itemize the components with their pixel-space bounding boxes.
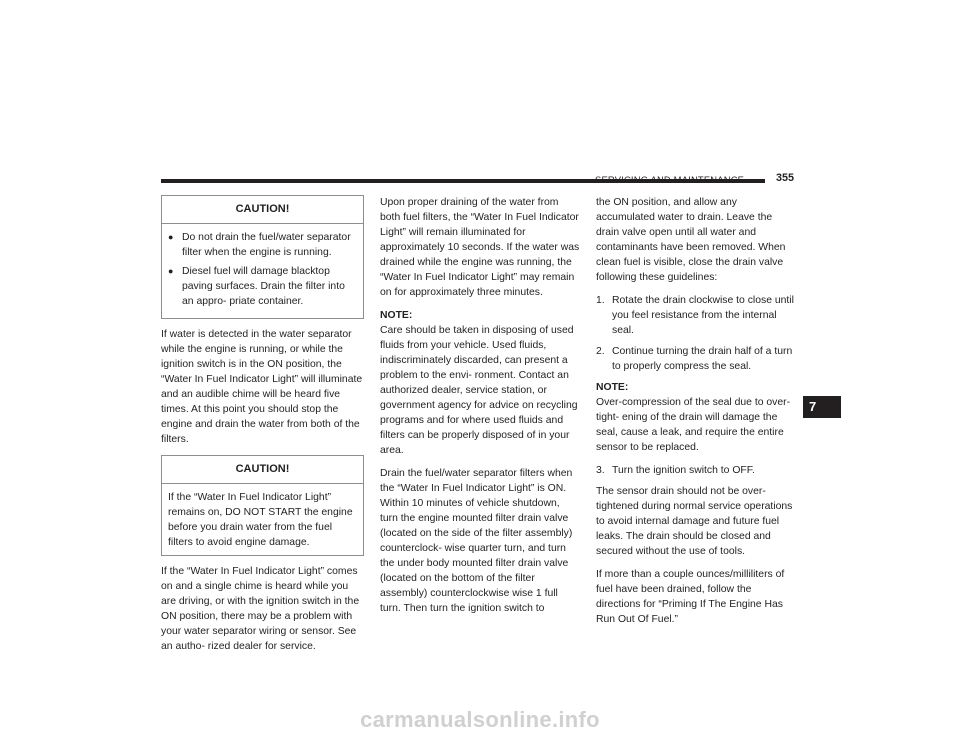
paragraph: the ON position, and allow any accumulated water to drain. Leave the drain valve open until all water and contaminants have been removed. When clean fuel is visible, close the drain valve following these guidelines: — [596, 197, 786, 283]
note — [596, 380, 798, 455]
note-label: NOTE: — [380, 310, 413, 321]
step-text: Turn the ignition switch to OFF. — [612, 465, 755, 476]
step-number: 3. — [596, 465, 605, 476]
caution-bullet-text: Diesel fuel will damage blacktop paving surfaces. Drain the filter into an appro- priate container. — [182, 266, 345, 307]
paragraph: If the “Water In Fuel Indicator Light” comes on and a single chime is heard while you are driving, or with the ignition switch in the ON position, there may be a problem with your water separator wiring or sensor. See an autho- rized dealer for service. — [161, 566, 360, 652]
paragraph: The sensor drain should not be over-tightened during normal service operations to avoid internal damage and future fuel leaks. The drain should be closed and secured without the use of tools. — [596, 486, 793, 557]
bullet-icon: ● — [168, 266, 174, 276]
step-number: 1. — [596, 295, 605, 306]
step-item — [596, 344, 798, 374]
bullet-icon: ● — [168, 232, 174, 242]
caution-box-1 — [161, 195, 364, 319]
watermark: carmanualsonline.info — [360, 707, 600, 732]
caution-bullet — [168, 264, 357, 309]
caution-bullet-text: Do not drain the fuel/water separator filter when the engine is running. — [182, 232, 351, 258]
section-title: SERVICING AND MAINTENANCE — [595, 174, 745, 185]
note-label: NOTE: — [596, 382, 629, 393]
step-number: 2. — [596, 346, 605, 357]
note — [380, 308, 580, 458]
page-number: 355 — [776, 172, 795, 184]
chapter-tab: 7 — [803, 396, 841, 418]
step-item — [596, 293, 798, 338]
note-text: Over-compression of the seal due to over-tight- ening of the drain will damage the seal, cause a leak, and require the entire sensor to be replaced. — [596, 397, 791, 453]
caution-title: CAUTION! — [162, 456, 363, 484]
paragraph: Upon proper draining of the water from both fuel filters, the “Water In Fuel Indicator Light” will remain illuminated for approximately 10 seconds. If the water was drained while the engine was running, the “Water In Fuel Indicator Light” may remain on for approximately three minutes. — [380, 197, 580, 298]
caution-body: If the “Water In Fuel Indicator Light” remains on, DO NOT START the engine before you drain water from the fuel filters to avoid engine damage. — [168, 492, 353, 548]
step-item — [596, 463, 798, 478]
column-1 — [161, 195, 364, 662]
step-text: Rotate the drain clockwise to close until you feel resistance from the internal seal. — [612, 295, 794, 336]
caution-title: CAUTION! — [162, 196, 363, 224]
caution-bullet — [168, 230, 357, 260]
column-3 — [596, 195, 798, 635]
step-text: Continue turning the drain half of a turn to properly compress the seal. — [612, 346, 793, 372]
paragraph: If more than a couple ounces/milliliters of fuel have been drained, follow the directions for “Priming If The Engine Has Run Out Of Fuel.” — [596, 569, 785, 625]
caution-box-2 — [161, 455, 364, 556]
note-text: Care should be taken in disposing of used fluids from your vehicle. Used fluids, indiscriminately discarded, can present a problem to the envi- ronment. Contact an authorized dealer, service station, or government agency for advice on recycling programs and for where used fluids and filters can be properly disposed of in your area. — [380, 325, 578, 456]
paragraph: If water is detected in the water separator while the engine is running, or while the ignition switch is in the ON position, the “Water In Fuel Indicator Light” will illuminate and an audible chime will be heard five times. At this point you should stop the engine and drain the water from both of the filters. — [161, 329, 363, 445]
column-2 — [380, 195, 580, 624]
paragraph: Drain the fuel/water separator filters when the “Water In Fuel Indicator Light” is ON. Within 10 minutes of vehicle shutdown, turn the engine mounted filter drain valve (located on the side of the filter assembly) counterclock- wise quarter turn, and turn the under body mounted filter drain valve (located on the bottom of the filter assembly) counterclockwise wise 1 full turn. Then turn the ignition switch to — [380, 468, 573, 614]
